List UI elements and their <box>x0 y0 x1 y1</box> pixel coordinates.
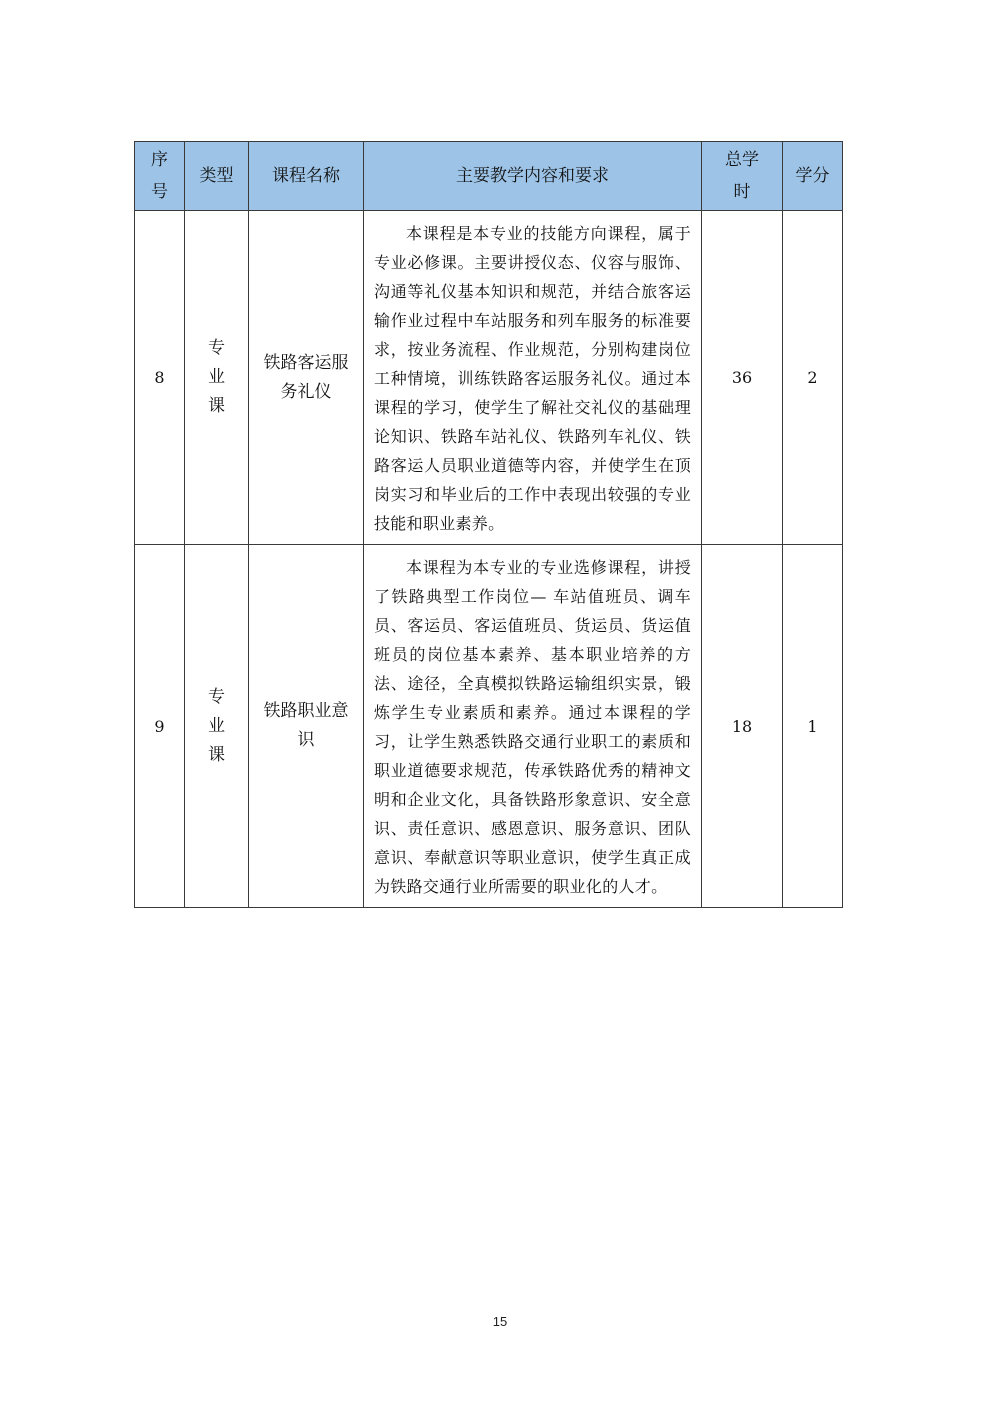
row-credits: 2 <box>783 211 843 545</box>
curriculum-table <box>134 141 843 908</box>
row-hours: 36 <box>702 211 783 545</box>
table-row <box>135 545 843 908</box>
row-content: 本课程是本专业的技能方向课程，属于专业必修课。主要讲授仪态、仪容与服饰、沟通等礼仪基本知识和规范，并结合旅客运输作业过程中车站服务和列车服务的标准要求，按业务流程、作业规范，分别构建岗位工种情境，训练铁路客运服务礼仪。通过本课程的学习，使学生了解社交礼仪的基础理论知识、铁路车站礼仪、铁路列车礼仪、铁路客运人员职业道德等内容，并使学生在顶岗实习和毕业后的工作中表现出较强的专业技能和职业素养。 <box>364 211 702 545</box>
row-type: 专业课 <box>185 545 249 908</box>
header-content: 主要教学内容和要求 <box>364 142 702 211</box>
row-type: 专业课 <box>185 211 249 545</box>
row-credits: 1 <box>783 545 843 908</box>
page-number: 15 <box>492 1314 508 1329</box>
row-content: 本课程为本专业的专业选修课程，讲授了铁路典型工作岗位— 车站值班员、调车员、客运员、客运值班员、货运员、货运值班员的岗位基本素养、基本职业培养的方法、途径，全真模拟铁路运输组织实景，锻炼学生专业素质和素养。通过本课程的学习，让学生熟悉铁路交通行业职工的素质和职业道德要求规范，传承铁路优秀的精神文明和企业文化，具备铁路形象意识、安全意识、责任意识、感恩意识、服务意识、团队意识、奉献意识等职业意识，使学生真正成为铁路交通行业所需要的职业化的人才。 <box>364 545 702 908</box>
header-credits: 学分 <box>783 142 843 211</box>
table-header-row <box>135 142 843 211</box>
table-row <box>135 211 843 545</box>
row-course-name: 铁路职业意识 <box>249 545 364 908</box>
header-course-name: 课程名称 <box>249 142 364 211</box>
header-hours: 总学时 <box>702 142 783 211</box>
row-course-name: 铁路客运服务礼仪 <box>249 211 364 545</box>
row-index: 9 <box>135 545 185 908</box>
header-type: 类型 <box>185 142 249 211</box>
header-index: 序号 <box>135 142 185 211</box>
row-index: 8 <box>135 211 185 545</box>
row-hours: 18 <box>702 545 783 908</box>
